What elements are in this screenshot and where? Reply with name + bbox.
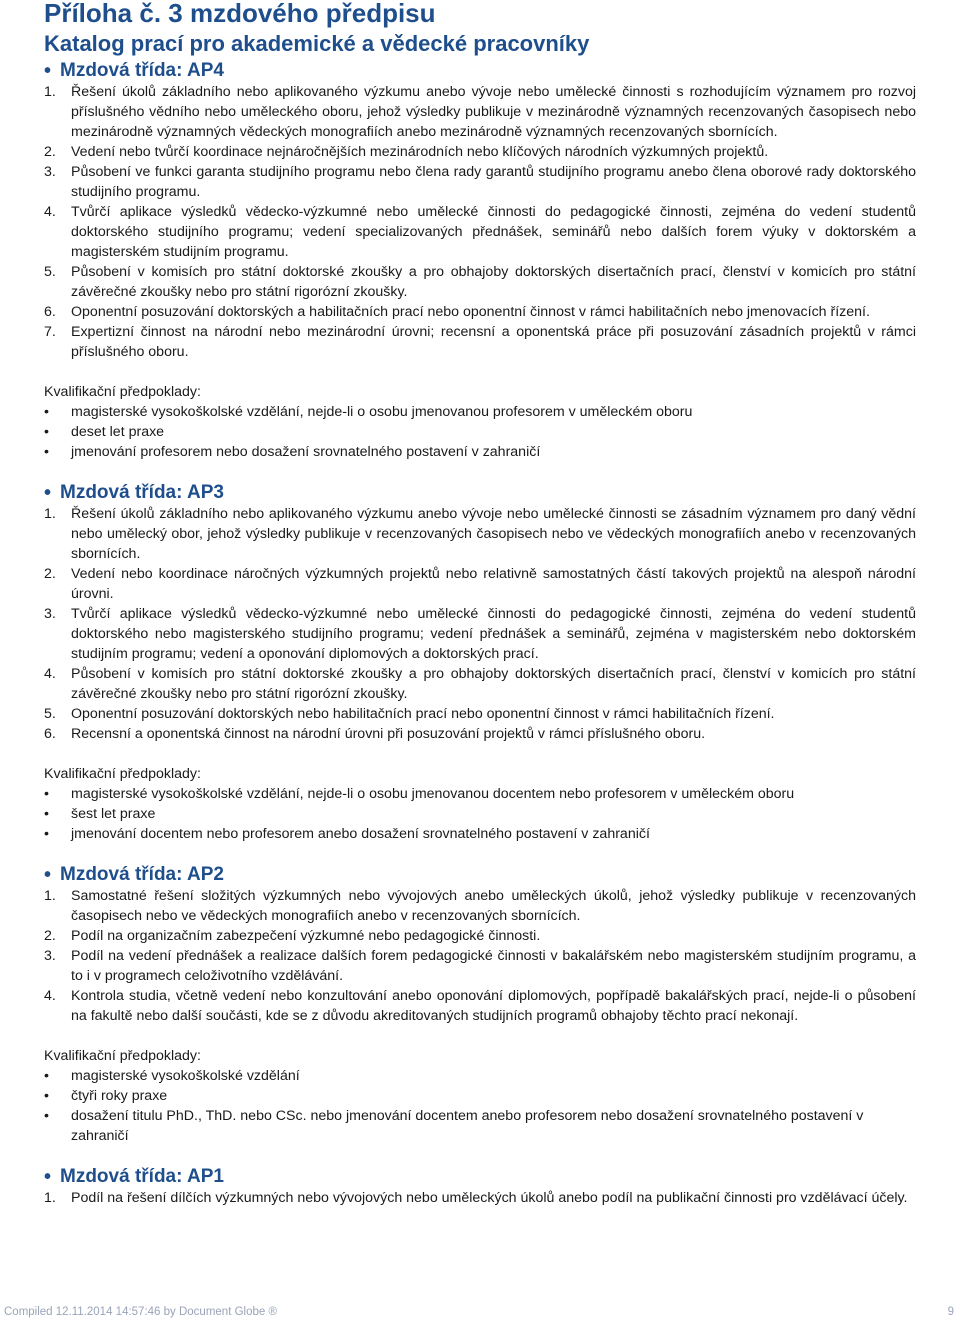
- task-number: 2.: [44, 928, 56, 944]
- qualification-text: magisterské vysokoškolské vzdělání, nejde-li o osobu jmenovanou docentem nebo profesorem v uměleckém oboru: [71, 786, 795, 802]
- document-page: [44, 0, 916, 1208]
- bullet-icon: •: [44, 1108, 49, 1124]
- task-number: 4.: [44, 666, 56, 682]
- qualification-text: čtyři roky praxe: [71, 1088, 168, 1104]
- qualification-item: [44, 1066, 916, 1086]
- bullet-icon: •: [44, 404, 49, 420]
- task-number: 1.: [44, 1190, 56, 1206]
- task-item: [44, 262, 916, 302]
- task-item: [44, 664, 916, 704]
- task-list: [44, 82, 916, 362]
- task-text: Tvůrčí aplikace výsledků vědecko-výzkumné nebo umělecké činnosti do pedagogické činnosti, zejména do vedení studentů doktorského studijního programu; vedení specializovaných přednášek, seminářů nebo dalších forem výuky v doktorském a magisterském studijním programu.: [71, 204, 916, 260]
- task-number: 2.: [44, 566, 56, 582]
- section-spacer: [44, 1146, 916, 1166]
- section-spacer: [44, 844, 916, 864]
- task-item: [44, 946, 916, 986]
- task-text: Samostatné řešení složitých výzkumných nebo vývojových anebo uměleckých úkolů, jehož výsledky publikuje v recenzovaných časopisech nebo ve vědeckých monografiích anebo v recenzovaných sbornících.: [71, 888, 916, 924]
- qualification-list: [44, 402, 916, 462]
- qualification-text: šest let praxe: [71, 806, 156, 822]
- salary-class-title: Mzdová třída: AP4: [60, 60, 224, 81]
- qualification-text: deset let praxe: [71, 424, 165, 440]
- task-item: [44, 926, 916, 946]
- task-number: 5.: [44, 706, 56, 722]
- task-number: 3.: [44, 606, 56, 622]
- task-number: 3.: [44, 164, 56, 180]
- bullet-icon: •: [44, 60, 52, 82]
- bullet-icon: •: [44, 444, 49, 460]
- bullet-icon: •: [44, 826, 49, 842]
- task-text: Vedení nebo tvůrčí koordinace nejnáročnějších mezinárodních nebo klíčových národních výzkumných projektů.: [71, 144, 769, 160]
- task-number: 6.: [44, 726, 56, 742]
- task-text: Působení ve funkci garanta studijního programu nebo člena rady garantů studijního programu anebo člena oborové rady doktorského studijního programu.: [71, 164, 916, 200]
- task-item: [44, 82, 916, 142]
- task-number: 5.: [44, 264, 56, 280]
- qualification-item: [44, 1086, 916, 1106]
- qualification-list: [44, 784, 916, 844]
- task-text: Recensní a oponentská činnost na národní úrovni při posuzování projektů v rámci příslušného oboru.: [71, 726, 706, 742]
- task-item: [44, 142, 916, 162]
- task-number: 4.: [44, 204, 56, 220]
- qualification-item: [44, 824, 916, 844]
- bullet-icon: •: [44, 1088, 49, 1104]
- task-item: [44, 724, 916, 744]
- salary-class-heading: [44, 60, 916, 82]
- task-text: Působení v komisích pro státní doktorské zkoušky a pro obhajoby doktorských disertačních prací, členství v komicích pro státní závěrečné zkoušky nebo pro státní rigorózní zkoušky.: [71, 666, 916, 702]
- qualification-item: [44, 402, 916, 422]
- task-text: Oponentní posuzování doktorských nebo habilitačních prací nebo oponentní činnost v rámci habilitačních řízení.: [71, 706, 775, 722]
- qualification-item: [44, 422, 916, 442]
- task-number: 1.: [44, 506, 56, 522]
- task-list: [44, 886, 916, 1026]
- task-list: [44, 1188, 916, 1208]
- qual-spacer: [44, 1026, 916, 1046]
- salary-class-title: Mzdová třída: AP2: [60, 864, 224, 885]
- task-text: Podíl na vedení přednášek a realizace dalších forem pedagogické činnosti v bakalářském nebo magisterském studijním programu, a to i v programech celoživotního vzdělávání.: [71, 948, 916, 984]
- task-item: [44, 986, 916, 1026]
- task-number: 1.: [44, 888, 56, 904]
- task-text: Řešení úkolů základního nebo aplikovaného výzkumu anebo vývoje nebo umělecké činnosti s rozhodujícím významem pro rozvoj příslušného vědního nebo uměleckého oboru, jehož výsledky publikuje v mezinárodně významných recenzovaných časopisech nebo mezinárodně významných vědeckých monografiích anebo mezinárodně významných recenzovaných sbornících.: [71, 84, 916, 140]
- task-number: 7.: [44, 324, 56, 340]
- qualification-text: jmenování docentem nebo profesorem anebo dosažení srovnatelného postavení v zahraničí: [71, 826, 650, 842]
- qualification-label: Kvalifikační předpoklady:: [44, 384, 201, 400]
- task-number: 4.: [44, 988, 56, 1004]
- page-footer: [4, 1306, 954, 1318]
- salary-class-heading: [44, 482, 916, 504]
- sections-container: [44, 60, 916, 1208]
- qualification-text: magisterské vysokoškolské vzdělání: [71, 1068, 300, 1084]
- page-number: 9: [947, 1306, 954, 1318]
- task-text: Podíl na řešení dílčích výzkumných nebo vývojových nebo uměleckých úkolů anebo podíl na publikační činnosti pro vzdělávací účely.: [71, 1190, 908, 1206]
- task-text: Expertizní činnost na národní nebo mezinárodní úrovni; recensní a oponentská práce při posuzování zásadních projektů v rámci příslušného oboru.: [71, 324, 916, 360]
- compiled-note: Compiled 12.11.2014 14:57:46 by Document Globe ®: [4, 1306, 277, 1318]
- page-title: Příloha č. 3 mzdového předpisu: [44, 0, 436, 28]
- task-item: [44, 302, 916, 322]
- bullet-icon: •: [44, 482, 52, 504]
- qualification-item: [44, 1106, 916, 1146]
- qual-spacer: [44, 362, 916, 382]
- bullet-icon: •: [44, 864, 52, 886]
- task-text: Působení v komisích pro státní doktorské zkoušky a pro obhajoby doktorských disertačních prací, členství v komicích pro státní závěrečné zkoušky nebo pro státní rigorózní zkoušky.: [71, 264, 916, 300]
- qualification-text: dosažení titulu PhD., ThD. nebo CSc. nebo jmenování docentem anebo profesorem nebo dosažení srovnatelného postavení v zahraničí: [71, 1108, 864, 1144]
- task-item: [44, 1188, 916, 1208]
- task-text: Oponentní posuzování doktorských a habilitačních prací nebo oponentní činnost v rámci habilitačních nebo jmenovacích řízení.: [71, 304, 870, 320]
- task-item: [44, 322, 916, 362]
- task-item: [44, 604, 916, 664]
- bullet-icon: •: [44, 806, 49, 822]
- task-item: [44, 202, 916, 262]
- page-subtitle: Katalog prací pro akademické a vědecké pracovníky: [44, 31, 590, 56]
- task-number: 3.: [44, 948, 56, 964]
- salary-class-title: Mzdová třída: AP3: [60, 482, 224, 503]
- qualification-label: Kvalifikační předpoklady:: [44, 1048, 201, 1064]
- task-item: [44, 886, 916, 926]
- qualification-text: magisterské vysokoškolské vzdělání, nejde-li o osobu jmenovanou profesorem v uměleckém oboru: [71, 404, 693, 420]
- qual-spacer: [44, 744, 916, 764]
- bullet-icon: •: [44, 786, 49, 802]
- bullet-icon: •: [44, 1166, 52, 1188]
- task-text: Řešení úkolů základního nebo aplikovaného výzkumu anebo vývoje nebo umělecké činnosti se zásadním významem pro daný vědní nebo umělecký obor, jehož výsledky publikuje v recenzovaných časopisech nebo ve vědeckých monografiích anebo v recenzovaných sbornících.: [71, 506, 916, 562]
- bullet-icon: •: [44, 424, 49, 440]
- task-list: [44, 504, 916, 744]
- salary-class-heading: [44, 864, 916, 886]
- salary-class-heading: [44, 1166, 916, 1188]
- salary-class-title: Mzdová třída: AP1: [60, 1166, 224, 1187]
- qualification-item: [44, 784, 916, 804]
- task-item: [44, 704, 916, 724]
- task-text: Kontrola studia, včetně vedení nebo konzultování anebo oponování diplomových, popřípadě bakalářských prací, nejde-li o působení na fakultě nebo další součásti, kde se z důvodu akreditovaných studijních programů obhajoby těchto prací nekonají.: [71, 988, 916, 1024]
- task-number: 2.: [44, 144, 56, 160]
- task-number: 6.: [44, 304, 56, 320]
- task-item: [44, 162, 916, 202]
- task-text: Podíl na organizačním zabezpečení výzkumné nebo pedagogické činnosti.: [71, 928, 541, 944]
- qualification-item: [44, 804, 916, 824]
- qualification-label: Kvalifikační předpoklady:: [44, 766, 201, 782]
- task-item: [44, 564, 916, 604]
- task-item: [44, 504, 916, 564]
- section-spacer: [44, 462, 916, 482]
- qualification-list: [44, 1066, 916, 1146]
- task-number: 1.: [44, 84, 56, 100]
- task-text: Vedení nebo koordinace náročných výzkumných projektů nebo relativně samostatných částí takových projektů na alespoň národní úrovni.: [71, 566, 916, 602]
- qualification-text: jmenování profesorem nebo dosažení srovnatelného postavení v zahraničí: [71, 444, 541, 460]
- qualification-item: [44, 442, 916, 462]
- bullet-icon: •: [44, 1068, 49, 1084]
- task-text: Tvůrčí aplikace výsledků vědecko-výzkumné nebo umělecké činnosti do pedagogické činnosti, zejména do vedení studentů doktorského nebo magisterského studijního programu; vedení přednášek a seminářů, zejména v magisterském nebo doktorském studijním programu; vedení a oponování diplomových a doktorských prací.: [71, 606, 916, 662]
